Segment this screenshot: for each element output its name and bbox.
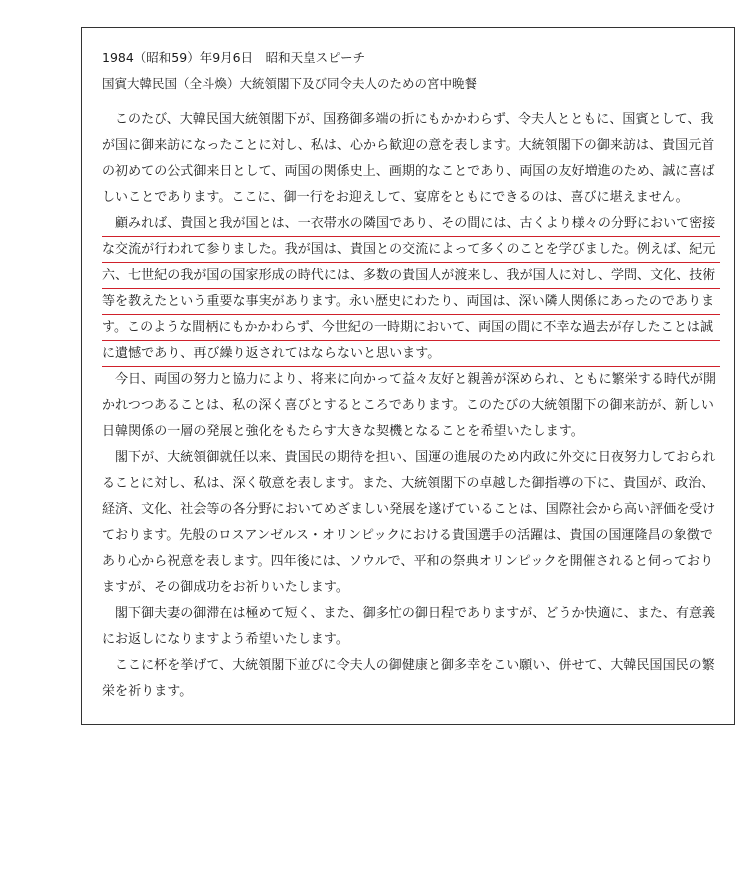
date-title: 1984（昭和59）年9月6日 昭和天皇スピーチ <box>102 50 366 65</box>
document-frame <box>81 27 735 725</box>
underlined-line: す。このような間柄にもかかわらず、今世紀の一時期において、両国の間に不幸な過去が存したことは誠 <box>102 315 720 341</box>
text-line: が国に御来訪になったことに対し、私は、心から歓迎の意を表します。大統領閣下の御来訪は、貴国元首 <box>102 138 715 153</box>
text-line: 栄を祈ります。 <box>102 684 193 699</box>
text-line: 閣下が、大統領御就任以来、貴国民の期待を担い、国運の進展のため内政に外交に日夜努力しておられ <box>115 450 716 465</box>
speech-paragraph <box>102 445 720 601</box>
underlined-line: 六、七世紀の我が国の国家形成の時代には、多数の貴国人が渡来し、我が国人に対し、学問、文化、技術 <box>102 263 720 289</box>
text-line: にお返しになりますよう希望いたします。 <box>102 632 349 647</box>
text-line: ることに対し、私は、深く敬意を表します。また、大統領閣下の卓越した御指導の下に、貴国が、政治、 <box>102 476 715 491</box>
text-line: ますが、その御成功をお祈りいたします。 <box>102 580 349 595</box>
event-title: 国賓大韓民国（全斗煥）大統領閣下及び同令夫人のための宮中晩餐 <box>102 76 478 91</box>
speech-paragraph <box>102 367 720 445</box>
speech-paragraph <box>102 601 720 653</box>
text-line: の初めての公式御来日として、両国の関係史上、画期的なことであり、両国の友好増進のため、誠に喜ば <box>102 164 715 179</box>
text-line: しいことであります。ここに、御一行をお迎えして、宴席をともにできるのは、喜びに堪えません。 <box>102 190 689 205</box>
text-line: ここに杯を挙げて、大統領閣下並びに令夫人の御健康と御多幸をこい願い、併せて、大韓民国国民の繁 <box>115 658 715 673</box>
highlighted-paragraph <box>102 211 720 367</box>
underlined-line: な交流が行われて参りました。我が国は、貴国との交流によって多くのことを学びました。例えば、紀元 <box>102 237 720 263</box>
speech-body <box>102 107 720 705</box>
text-line: 今日、両国の努力と協力により、将来に向かって益々友好と親善が深められ、ともに繁栄する時代が開 <box>115 372 717 387</box>
text-line: このたび、大韓民国大統領閣下が、国務御多端の折にもかかわらず、令夫人とともに、国賓として、我 <box>115 112 714 127</box>
text-line: ております。先般のロスアンゼルス・オリンピックにおける貴国選手の活躍は、貴国の国運隆昌の象徴で <box>102 528 713 543</box>
text-line: 日韓関係の一層の発展と強化をもたらす大きな契機となることを希望いたします。 <box>102 424 584 439</box>
text-line: かれつつあることは、私の深く喜びとするところであります。このたびの大統領閣下の御来訪が、新しい <box>102 398 714 413</box>
speech-paragraph <box>102 107 720 211</box>
underlined-line: 顧みれば、貴国と我が国とは、一衣帯水の隣国であり、その間には、古くより様々の分野において密接 <box>102 211 720 237</box>
document-header <box>102 45 722 97</box>
text-line: 閣下御夫妻の御滞在は極めて短く、また、御多忙の御日程でありますが、どうか快適に、また、有意義 <box>115 606 716 621</box>
underlined-line: に遺憾であり、再び繰り返されてはならないと思います。 <box>102 341 720 367</box>
speech-paragraph <box>102 653 720 705</box>
text-line: あり心から祝意を表します。四年後には、ソウルで、平和の祭典オリンピックを開催されると伺っており <box>102 554 714 569</box>
underlined-line: 等を教えたという重要な事実があります。永い歴史にわたり、両国は、深い隣人関係にあったのでありま <box>102 289 720 315</box>
text-line: 経済、文化、社会等の各分野においてめざましい発展を遂げていることは、国際社会から高い評価を受け <box>102 502 716 517</box>
